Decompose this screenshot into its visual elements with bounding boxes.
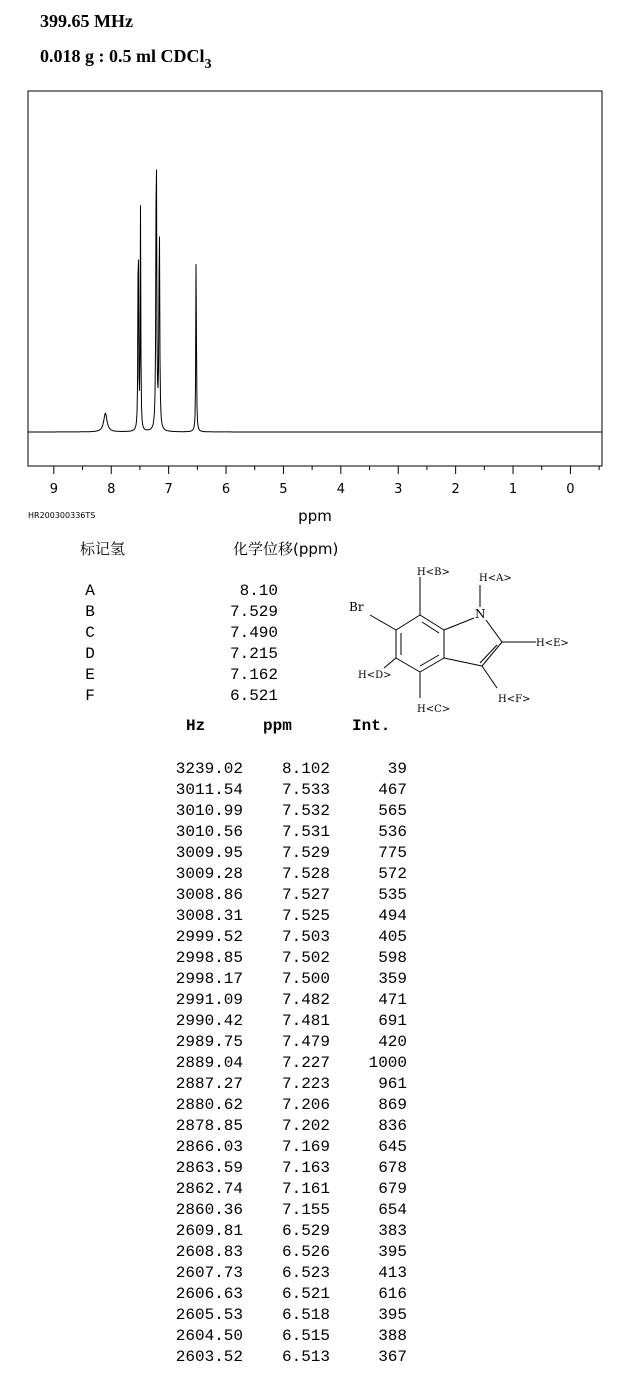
peak-hz: 2989.75 [175,1033,243,1051]
x-tick-label: 8 [107,482,116,497]
assignment-row-shift: 8.10 [239,582,278,600]
molecule-structure [340,560,580,720]
peak-hz: 2607.73 [175,1264,243,1282]
peak-row [150,1137,407,1158]
peak-hz: 3239.02 [175,760,243,778]
plot-frame [28,91,602,466]
peak-row [150,1158,407,1179]
peak-hz: 2887.27 [175,1075,243,1093]
peak-hz: 2991.09 [175,991,243,1009]
peak-int: 645 [378,1138,407,1156]
peak-row [150,1284,407,1305]
peak-row [150,1179,407,1200]
peak-ppm: 6.526 [281,1243,330,1261]
peak-int: 388 [378,1327,407,1345]
peak-row [150,906,407,927]
peak-ppm: 7.206 [281,1096,330,1114]
peak-int: 471 [378,991,407,1009]
peak-hz: 2605.53 [175,1306,243,1324]
peak-int-header: Int. [352,717,391,735]
sample-text: 0.018 g : 0.5 ml CDCl [40,46,205,66]
peak-int: 869 [378,1096,407,1114]
x-tick-label: 2 [451,482,460,497]
h-a-label: H<A> [479,573,512,584]
peak-ppm: 7.155 [281,1201,330,1219]
peak-hz: 2999.52 [175,928,243,946]
peak-row [150,1053,407,1074]
peak-int: 535 [378,886,407,904]
peak-hz: 2998.85 [175,949,243,967]
peak-ppm: 7.169 [281,1138,330,1156]
peak-ppm: 7.533 [281,781,330,799]
peak-hz: 2860.36 [175,1201,243,1219]
peak-row [150,1095,407,1116]
peak-ppm: 7.223 [281,1075,330,1093]
peak-ppm: 7.163 [281,1159,330,1177]
peak-hz: 2998.17 [175,970,243,988]
peak-int: 679 [378,1180,407,1198]
peak-int: 678 [378,1159,407,1177]
assignment-table [70,581,278,707]
peak-ppm: 6.521 [281,1285,330,1303]
assignment-row-shift: 7.490 [229,624,278,642]
peak-row [150,864,407,885]
peak-ppm: 7.161 [281,1180,330,1198]
x-tick-label: 4 [336,482,345,497]
peak-int: 39 [387,760,407,778]
peak-hz: 3011.54 [175,781,243,799]
x-tick-label: 3 [394,482,403,497]
peak-ppm: 8.102 [281,760,330,778]
peak-int: 359 [378,970,407,988]
peak-hz: 3008.31 [175,907,243,925]
h-c-label: H<C> [417,704,451,715]
x-tick-label: 1 [508,482,518,497]
peak-ppm: 7.525 [281,907,330,925]
peak-int: 405 [378,928,407,946]
peak-hz: 2880.62 [175,1096,243,1114]
assignment-row-shift: 7.529 [229,603,278,621]
peak-hz: 3008.86 [175,886,243,904]
peak-row [150,885,407,906]
peak-hz: 2990.42 [175,1012,243,1030]
peak-ppm: 7.503 [281,928,330,946]
x-axis-label: ppm [298,507,332,525]
peak-hz: 2866.03 [175,1138,243,1156]
nmr-spectrum-chart [0,0,626,540]
peak-ppm: 7.479 [281,1033,330,1051]
peak-row [150,1242,407,1263]
sample-subscript: 3 [204,57,212,72]
x-tick-label: 0 [566,482,575,497]
peak-hz: 2889.04 [175,1054,243,1072]
peak-ppm: 6.523 [281,1264,330,1282]
peak-ppm: 7.227 [281,1054,330,1072]
x-axis-ticks [50,466,599,497]
peak-row [150,759,407,780]
peak-int: 616 [378,1285,407,1303]
peak-int: 598 [378,949,407,967]
peak-hz: 3010.56 [175,823,243,841]
peak-int: 836 [378,1117,407,1135]
peak-int: 536 [378,823,407,841]
assignment-shift-header: 化学位移(ppm) [233,540,339,558]
peak-row [150,969,407,990]
peak-hz-header: Hz [186,717,206,735]
peak-ppm: 7.482 [281,991,330,1009]
assignment-row-label: D [85,645,95,663]
peak-row [150,1116,407,1137]
peak-int: 413 [378,1264,407,1282]
peak-row [150,1221,407,1242]
h-b-label: H<B> [417,567,450,578]
assignment-label-header: 标记氢 [80,540,126,558]
peak-int: 1000 [368,1054,407,1072]
assignment-row [70,623,278,644]
peak-row [150,801,407,822]
peak-int: 572 [378,865,407,883]
x-tick-label: 9 [49,482,58,497]
peak-hz: 3009.95 [175,844,243,862]
h-d-label: H<D> [358,670,392,681]
assignment-row-label: B [85,603,95,621]
peak-row [150,927,407,948]
spectrum-trace [28,170,602,433]
assignment-row [70,581,278,602]
peak-int: 494 [378,907,407,925]
peak-ppm: 7.502 [281,949,330,967]
peak-row [150,1263,407,1284]
peak-row [150,1200,407,1221]
assignment-row [70,665,278,686]
peak-row [150,822,407,843]
peak-int: 691 [378,1012,407,1030]
nitrogen-label: N [475,607,486,621]
peak-ppm: 6.529 [281,1222,330,1240]
peak-hz: 3009.28 [175,865,243,883]
assignment-row-label: F [85,687,95,705]
x-tick-label: 5 [279,482,288,497]
peak-row [150,1326,407,1347]
assignment-row [70,644,278,665]
spectrometer-frequency: 399.65 MHz [40,11,133,31]
x-tick-label: 6 [221,482,231,497]
peak-hz: 2863.59 [175,1159,243,1177]
peak-int: 395 [378,1306,407,1324]
peak-hz: 2608.83 [175,1243,243,1261]
peak-row [150,1305,407,1326]
peak-ppm: 7.529 [281,844,330,862]
peak-ppm: 7.527 [281,886,330,904]
peak-int: 961 [378,1075,407,1093]
molecule-bonds [370,577,536,698]
bromine-label: Br [349,600,364,614]
peak-ppm-header: ppm [263,717,292,735]
assignment-row-label: A [85,582,95,600]
peak-ppm: 7.500 [281,970,330,988]
peak-int: 420 [378,1033,407,1051]
peak-hz: 2604.50 [175,1327,243,1345]
x-tick-label: 7 [164,482,173,497]
assignment-row [70,686,278,707]
peak-int: 383 [378,1222,407,1240]
peak-int: 654 [378,1201,407,1219]
assignment-row-shift: 7.162 [229,666,278,684]
peak-hz: 2878.85 [175,1117,243,1135]
peak-row [150,948,407,969]
peak-ppm: 7.532 [281,802,330,820]
peak-hz: 2603.52 [175,1348,243,1366]
peak-ppm: 6.515 [281,1327,330,1345]
peak-int: 467 [378,781,407,799]
assignment-row [70,602,278,623]
peak-list-table [150,759,407,1368]
peak-row [150,1032,407,1053]
peak-hz: 2609.81 [175,1222,243,1240]
peak-hz: 3010.99 [175,802,243,820]
assignment-row-label: E [85,666,95,684]
peak-row [150,1347,407,1368]
h-f-label: H<F> [498,694,531,705]
assignment-row-shift: 6.521 [229,687,278,705]
peak-row [150,1011,407,1032]
peak-row [150,843,407,864]
peak-int: 775 [378,844,407,862]
peak-ppm: 7.481 [281,1012,330,1030]
peak-ppm: 6.513 [281,1348,330,1366]
peak-int: 565 [378,802,407,820]
h-e-label: H<E> [536,638,569,649]
peak-ppm: 7.202 [281,1117,330,1135]
peak-row [150,990,407,1011]
peak-ppm: 6.518 [281,1306,330,1324]
sample-code: HR200300336TS [28,511,96,520]
peak-int: 367 [378,1348,407,1366]
peak-ppm: 7.528 [281,865,330,883]
peak-row [150,1074,407,1095]
peak-int: 395 [378,1243,407,1261]
assignment-row-shift: 7.215 [229,645,278,663]
peak-row [150,780,407,801]
peak-ppm: 7.531 [281,823,330,841]
peak-hz: 2862.74 [175,1180,243,1198]
assignment-row-label: C [85,624,95,642]
peak-hz: 2606.63 [175,1285,243,1303]
